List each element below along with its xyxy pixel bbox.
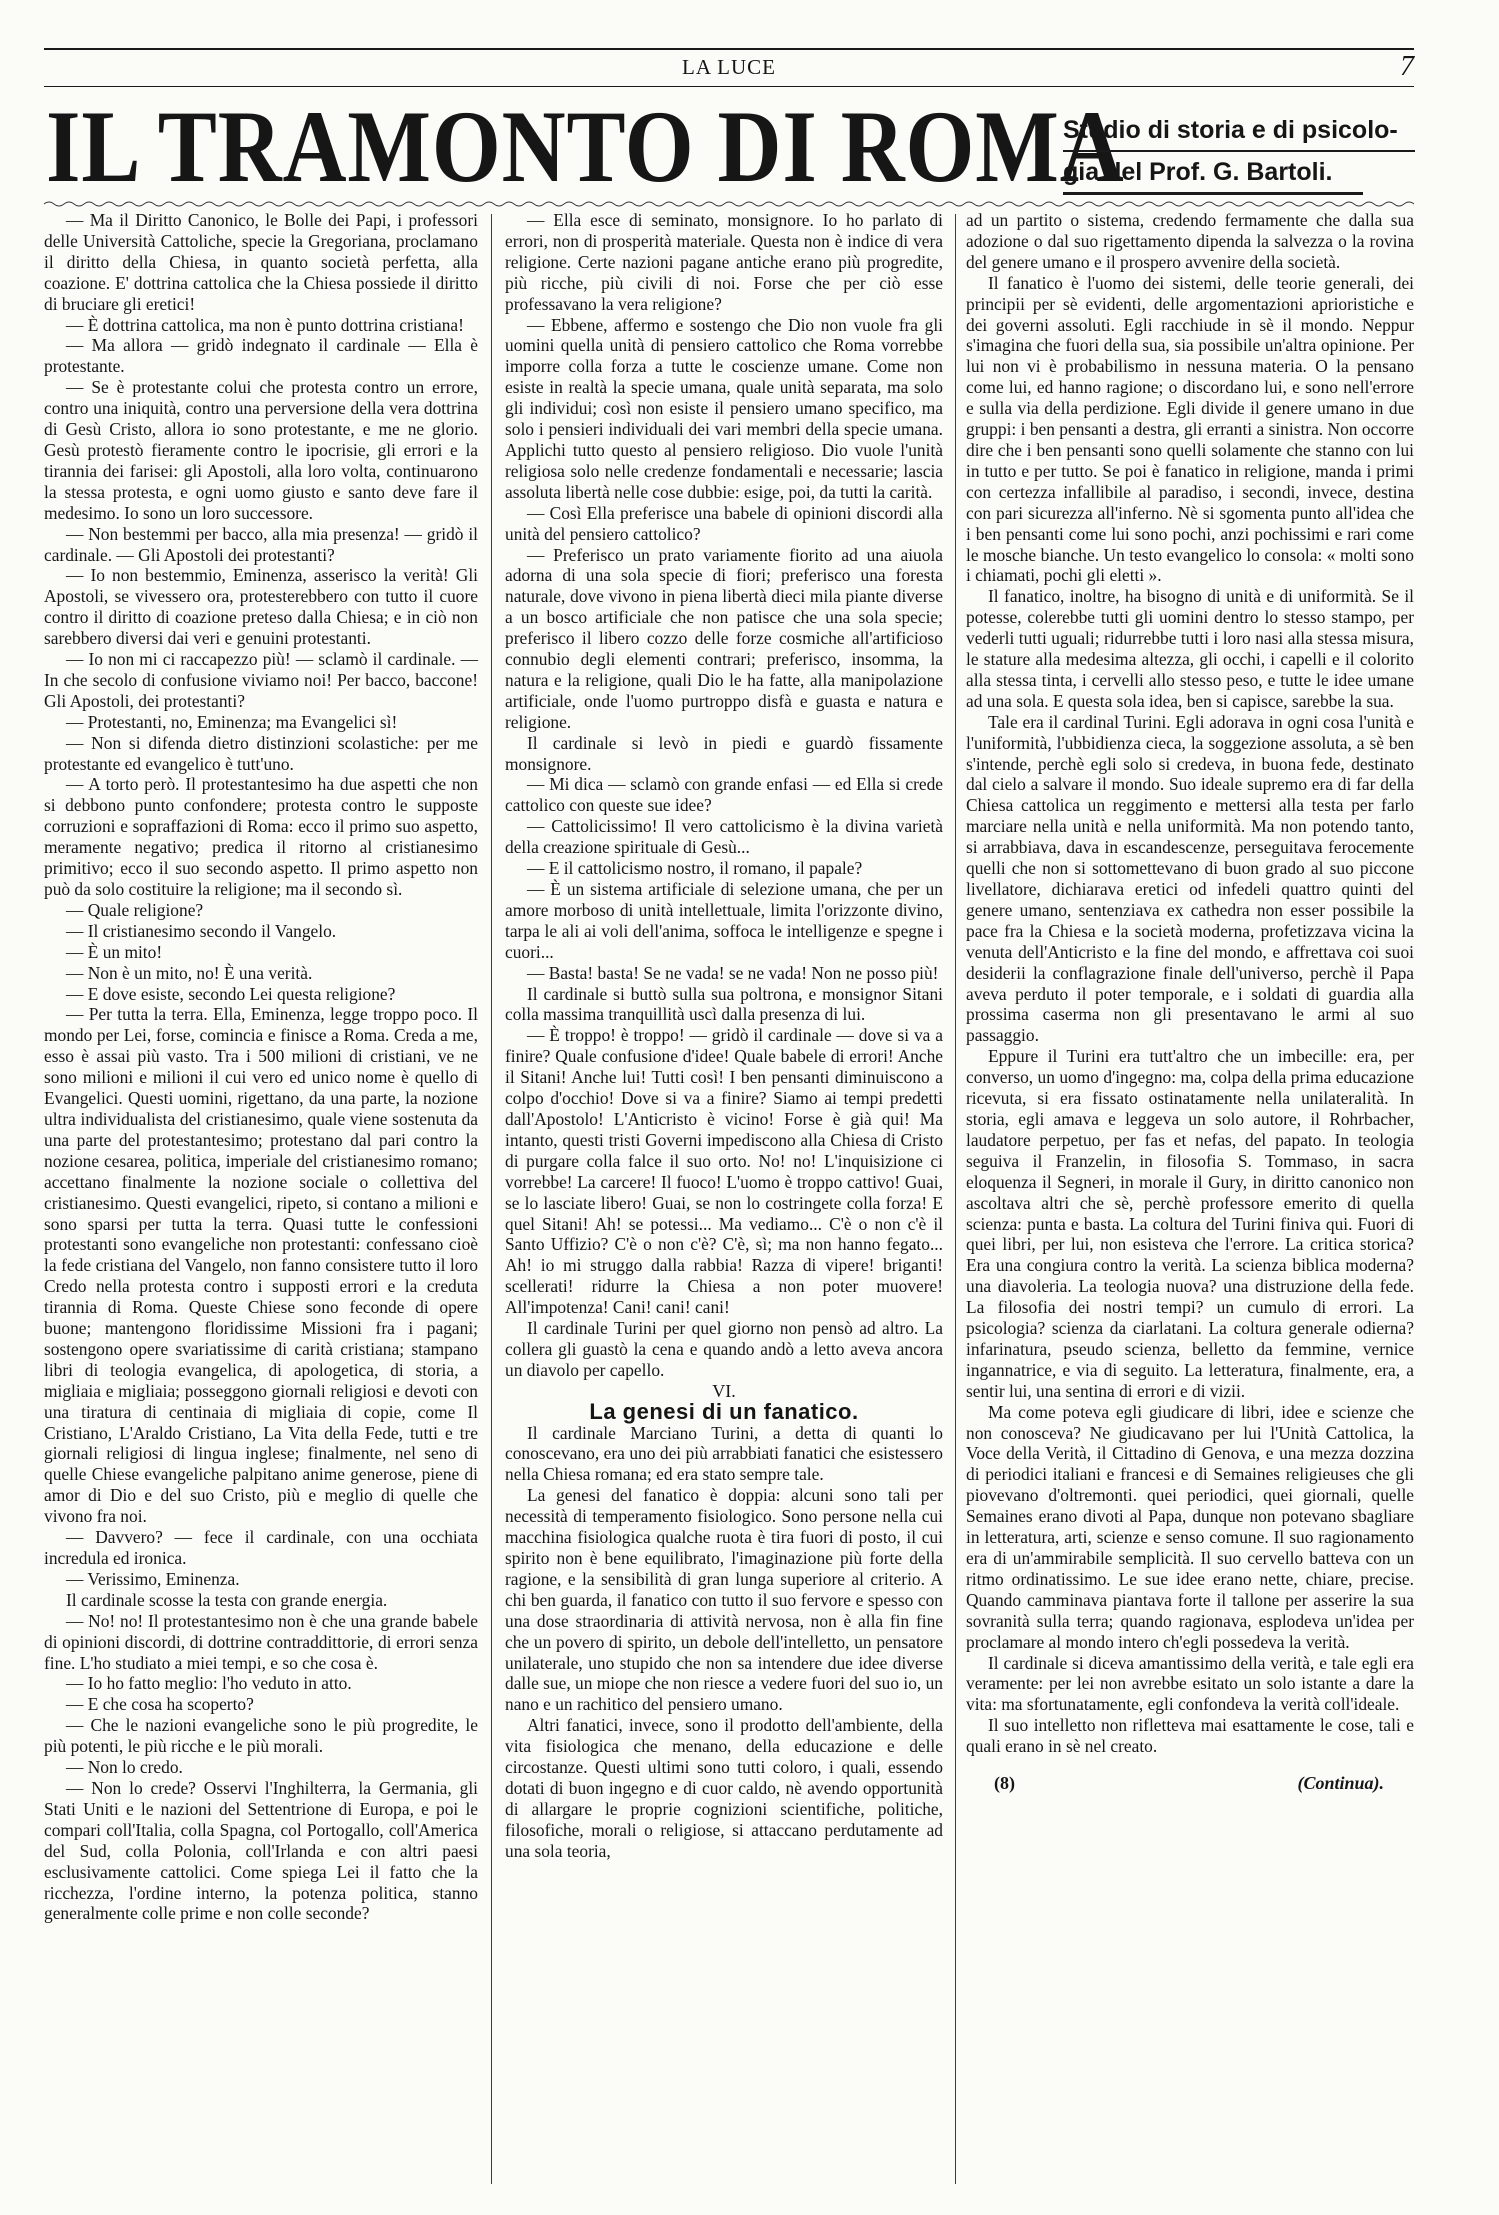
paragraph: — Basta! basta! Se ne vada! se ne vada! Non ne posso più! xyxy=(527,962,939,983)
paragraph: Eppure il Turini era tutt'altro che un imbecille: era, per converso, un uomo d'ingegno: ma, colpa della prima educazione ricevuta, si era fissato ostinatamente nella unilateralità. In storia, egli amava e leggeva un solo autore, il Rohrbacher, laudatore perpetuo, per fas et nefas, del papato. In teologia seguiva il Franzelin, in filosofia S. Tommaso, in sacra eloquenza il Segneri, in morale il Gury, in diritto canonico non ascoltava altri che sè, perchè professore emerito di quella scienza: punta e basta. La coltura del Turini finiva qui. Fuori di quei libri, per lui, non esisteva che l'errore. La critica storica? Era una congiura contro la verità. La scienza biblica moderna? una diavoleria. La teologia nuova? una distruzione della fede. La filosofia dei nostri tempi? un cumulo di errori. La psicologia? scienza da ciarlatani. La coltura generale odierna? infarinatura, pseudo scienza, belletto da femmine, vernice ingannatrice, e via di seguito. La letteratura, finalmente, era, a sentir lui, una sentina di errori e di vizii. xyxy=(966,1046,1414,1401)
running-head xyxy=(44,51,1414,82)
paragraph: Il fanatico, inoltre, ha bisogno di unità e di uniformità. Se il potesse, colerebbe tutti gli uomini dentro lo stesso stampo, per vederli tutti uguali; ridurrebbe tutti i loro nasi alla stessa misura, le stature alla medesima altezza, gli occhi, i capelli e il colorito alla stessa tinta, i cervelli allo stesso peso, e tutte le idee umane ad una sola. E questa sola idea, ben si capisce, sarebbe la sua. xyxy=(966,586,1414,711)
column-1 xyxy=(44,210,478,1924)
paragraph: — Verissimo, Eminenza. xyxy=(66,1568,240,1589)
paragraph: La genesi del fanatico è doppia: alcuni sono tali per necessità di temperamento fisiologico. Sono persone nella cui macchina fisiologica qualche ruota è tira fuori di posto, il cui spirito non è bene equilibrato, l'imaginazione più forte della ragione, e la sensibilità di gran lunga superiore al criterio. A chi ben guarda, il fanatico con tutto il suo fervore e spesso con una dose straordinaria di attività nervosa, non è alla fin fine che un povero di spirito, un debole dell'intelletto, un pensatore unilaterale, uno stupido che non sa intendere due idee diverse dalle sue, un miope che non riesce a vedere fuori del suo io, un nano e un rachitico del pensiero umano. xyxy=(505,1485,944,1715)
paragraph: — Non è un mito, no! È una verità. xyxy=(66,962,313,983)
paragraph: Il suo intelletto non rifletteva mai esattamente le cose, tali e quali erano in sè nel creato. xyxy=(966,1715,1414,1757)
paragraph: — Quale religione? xyxy=(66,899,204,920)
paragraph: — Io ho fatto meglio: l'ho veduto in atto. xyxy=(66,1673,352,1694)
paragraph: — Ma allora — gridò indegnato il cardinale — Ella è protestante. xyxy=(44,335,478,377)
subtitle-line-2: gia del Prof. G. Bartoli. xyxy=(1063,152,1363,195)
article-subtitle xyxy=(1063,110,1415,195)
column-rule-2 xyxy=(955,214,956,2184)
paragraph: — Ella esce di seminato, monsignore. Io ho parlato di errori, non di prosperità materiale. Questa non è indice di vera religione. Certe nazioni pagane antiche erano più progredite, più ricche, più civili di noi. Forse che per ciò esse professavano la vera religione? xyxy=(505,210,943,314)
paragraph: — Che le nazioni evangeliche sono le più progredite, le più potenti, le più ricche e le più morali. xyxy=(44,1715,478,1757)
paragraph: — No! no! Il protestantesimo non è che una grande babele di opinioni discordi, di dottrine contraddittorie, di errori senza fine. L'ho studiato a miei tempi, e so che cosa è. xyxy=(44,1610,478,1673)
subtitle-line-1: Studio di storia e di psicolo- xyxy=(1063,110,1415,152)
signoff-number: (8) xyxy=(994,1773,1015,1794)
paragraph: ad un partito o sistema, credendo fermamente che dalla sua adozione o dal suo rigettamento dipenda la salvezza o la rovina del genere umano e il prospero avvenire della società. xyxy=(966,210,1414,272)
paragraph: — Non bestemmi per bacco, alla mia presenza! — gridò il cardinale. — Gli Apostoli dei protestanti? xyxy=(44,523,478,565)
journal-name: LA LUCE xyxy=(682,55,776,79)
column-2 xyxy=(505,210,943,1862)
paragraph: — Se è protestante colui che protesta contro un errore, contro una iniquità, contro una perversione della vera dottrina di Gesù Cristo, allora io sono protestante, e me ne glorio. Gesù protestò fieramente contro le ipocrisie, gli errori e la tirannia dei farisei: gli Apostoli, alla loro volta, continuarono la stessa protesta, e ogni uomo giusto e santo deve fare il medesimo. Io sono un loro successore. xyxy=(44,377,478,523)
paragraph: — E il cattolicismo nostro, il romano, il papale? xyxy=(527,858,863,879)
paragraph: — Il cristianesimo secondo il Vangelo. xyxy=(66,920,337,941)
paragraph: Il cardinale Turini per quel giorno non pensò ad altro. La collera gli guastò la cena e quando andò a letto aveva ancora un diavolo per capello. xyxy=(505,1318,943,1380)
top-rule xyxy=(44,48,1414,50)
section-number: VI. xyxy=(712,1380,736,1401)
paragraph: Il cardinale si diceva amantissimo della verità, e tale egli era veramente: per lei non avrebbe esitato un solo istante a dare la vita: ma sfortunatamente, egli confondeva la verità coll'ideale. xyxy=(966,1652,1414,1715)
paragraph: — Per tutta la terra. Ella, Eminenza, legge troppo poco. Il mondo per Lei, forse, comincia e finisce a Roma. Creda a me, esso è assai più vasto. Tra i 500 milioni di cristiani, ve ne sono milioni e milioni il cui vero ed unico nome è quello di Evangelici. Questi uomini, rigettano, da una parte, la nozione ultra individualista del cristianesimo, quale viene sostenuta da una parte del protestantesimo; protestano dal pari contro la nozione cesarea, politica, imperiale del cristianesimo romano; accettano finalmente la nozione sociale o collettiva del cristianesimo. Questi evangelici, ripeto, si contano a milioni e sono sparsi per tutta la terra. Quasi tutte le confessioni protestanti sono evangeliche non protestanti: confessano cioè la fede cristiana del Vangelo, non fanno consistere tutto il loro Credo nella protesta contro i supposti errori e la creduta tirannia di Roma. Queste Chiese sono feconde di opere buone; mantengono floridissime Missioni fra i pagani; sostengono opere svariatissime di carità cristiana; stampano libri di teologia evangelica, di apologetica, di storia, a migliaia e migliaia; posseggono giornali religiosi e devoti con una tiratura di centinaia di migliaia di copie, come Il Cristiano, L'Araldo Cristiano, La Vita della Fede, tutti e tre giornali religiosi di lingua inglese; finalmente, nel seno di quelle Chiese evangeliche palpitano anime generose, piene di amor di Dio e del suo Cristo, più e meglio di quelle che vivono fra noi. xyxy=(44,1004,478,1527)
paragraph: — Io non bestemmio, Eminenza, asserisco la verità! Gli Apostoli, se vivessero ora, protesterebbero con tutto il cuore contro il diritto di coazione preteso dalla Chiesa; e in ciò non sarebbero diversi dai veri e genuini protestanti. xyxy=(44,565,478,649)
paragraph: Il cardinale si levò in piedi e guardò fissamente monsignore. xyxy=(505,732,943,774)
page-number: 7 xyxy=(1400,51,1414,82)
signoff xyxy=(966,1773,1414,1794)
head-rule xyxy=(44,86,1414,87)
paragraph: — È troppo! è troppo! — gridò il cardinale — dove si va a finire? Quale confusione d'idee! Quale babele di errori! Anche il Sitani! Anche lui! Tutti così! I ben pensanti diminuiscono a colpo d'occhio! Dove si va a finire? Siamo ai tempi predetti dall'Apostolo! L'Anticristo è vicino! Forse è già qui! Ma intanto, questi tristi Governi impediscono alla Chiesa di Cristo di purgare colla falce il suo orto. No! no! L'inquisizione ci vorrebbe! La carcere! Il fuoco! L'uomo è troppo cattivo! Guai, se lo lasciate libero! Guai, se non lo costringete colla forza! E quel Sitani! Ah! se potessi... Ma vediamo... C'è o non c'è il Santo Uffizio? C'è o non c'è? C'è, sì; ma non hanno fegato... Ah! io mi struggo dalla rabbia! Razza di vipere! briganti! scellerati! ridurre la Chiesa a non poter muovere! All'impotenza! Cani! cani! cani! xyxy=(505,1025,943,1318)
wavy-divider xyxy=(44,200,1414,208)
paragraph: — Non lo credo. xyxy=(66,1757,183,1778)
column-2-essay xyxy=(505,1423,943,1862)
paragraph: — E dove esiste, secondo Lei questa religione? xyxy=(66,983,396,1004)
paragraph: Altri fanatici, invece, sono il prodotto dell'ambiente, della vita fisiologica che menano, della educazione e delle circostanze. Questi ultimi sono tutti coloro, i quali, essendo dotati di buon ingegno e di cuor caldo, nè avendo opportunità di allargare le proprie cognizioni scientifiche, politiche, filosofiche, morali o religiose, si attaccano perdutamente ad una sola teoria, xyxy=(505,1715,943,1861)
paragraph: — E che cosa ha scoperto? xyxy=(66,1694,254,1715)
column-3 xyxy=(966,210,1414,1794)
signoff-continua: (Continua). xyxy=(1297,1773,1384,1794)
paragraph: — A torto però. Il protestantesimo ha due aspetti che non si debbono punto confondere; protesta contro le supposte corruzioni e sopraffazioni di Roma: ecco il primo suo aspetto, meramente negativo; predica il ritorno al cristianesimo primitivo; ecco il suo secondo aspetto. Il primo aspetto non può da solo costituire la religione; ma il secondo sì. xyxy=(44,774,478,899)
paragraph: Il cardinale scosse la testa con grande energia. xyxy=(66,1589,388,1610)
section-title: La genesi di un fanatico. xyxy=(589,1398,859,1424)
paragraph: Il fanatico è l'uomo dei sistemi, delle teorie generali, dei principii per sè evidenti, delle argomentazioni aprioristiche e dei governi assoluti. Egli racchiude in sè il mondo. Neppur s'imagina che fuori della sua, sia possibile un'altra opinione. Per lui non vi è probabilismo in nessuna materia. O la pensano come lui, ed hanno ragione; o discordano lui, e sono nell'errore e sulla via della perdizione. Egli divide il genere umano in due gruppi: i ben pensanti a destra, gli erranti a sinistra. Non occorre dire che i ben pensanti sono quelli solamente che stanno con lui in tutto e per tutto. Se poi è fanatico in religione, manda i primi con certezza infallibile al paradiso, i secondi, invece, destina con pari sicurezza all'inferno. Nè si sgomenta punto all'idea che i ben pensanti come lui sono pochi, anzi pochissimi e rari come le mosche bianche. Un testo evangelico lo consola: « molti sono i chiamati, pochi gli eletti ». xyxy=(966,272,1414,586)
paragraph: — Mi dica — sclamò con grande enfasi — ed Ella si crede cattolico con queste sue idee? xyxy=(505,774,943,816)
paragraph: — È dottrina cattolica, ma non è punto dottrina cristiana! xyxy=(66,314,464,335)
paragraph: — Ebbene, affermo e sostengo che Dio non vuole fra gli uomini quella unità di pensiero cattolico che Roma vorrebbe imporre colla forza a tutte le coscienze umane. Come non esiste in realtà la specie umana, quale unità separata, ma solo gli individui; così non esiste il pensiero umano specifico, ma solo i pensieri individuali dei vari membri della specie umana. Applichi tutto questo al pensiero religioso. Dio vuole l'unità religiosa solo nelle credenze fondamentali e necessarie; lascia assoluta libertà nelle cose dubbie: esige, poi, da tutti la carità. xyxy=(505,314,943,502)
paragraph: Ma come poteva egli giudicare di libri, idee e scienze che non conosceva? Ne giudicavano per lui l'Unità Cattolica, la Voce della Verità, il Cittadino di Genova, e una mezza dozzina di periodici italiani e francesi e di Semaines religieuses che gli piovevano d'oltremonti. quei periodici, quei giornali, quelle Semaines erano divoti al Papa, dunque non potevano sbagliare in letteratura, arti, scienze e senso comune. Il suo ragionamento era di un'ammirabile semplicità. Il suo cervello batteva con un ritmo ordinatissimo. Le sue idee erano nette, chiare, precise. Quando camminava piantava forte il tallone per asserire la sua sovranità sulla terra; quando ragionava, esplodeva un'idea per proclamare al mondo intero ch'egli possedeva la verità. xyxy=(966,1401,1414,1652)
paragraph: Tale era il cardinal Turini. Egli adorava in ogni cosa l'unità e l'uniformità, l'ubbidienza cieca, la soggezione assoluta, a sè ben s'intende, perchè egli solo si credeva, in buona fede, destinato dal cielo a salvare il mondo. Suo ideale supremo era di far della Chiesa cattolica un reggimento e mettersi alla testa per farlo marciare nella unità e nella uniformità. Ma non potendo tanto, si arrabbiava, dava in escandescenze, perseguitava ferocemente quelli che non si sottomettevano di buon grado al suo piccone livellatore, dichiarava eretici od infedeli quattro quinti del genere umano, sentenziava ex cathedra non esser possibile la pace fra la Chiesa e la società moderna, profetizzava vicina la venuta dell'Anticristo e la fine del mondo, e affrettava coi suoi desiderii la conflagrazione finale dell'universo, perchè il Papa aveva perduto il poter temporale, e i soldati di guardia alla prossima caserma non gli presentavano le armi al suo passaggio. xyxy=(966,711,1414,1046)
paragraph: — Protestanti, no, Eminenza; ma Evangelici sì! xyxy=(66,711,398,732)
paragraph: — Io non mi ci raccapezzo più! — sclamò il cardinale. — In che secolo di confusione viviamo noi! Per bacco, baccone! Gli Apostoli, dei protestanti? xyxy=(44,649,478,711)
paragraph: — Non lo crede? Osservi l'Inghilterra, la Germania, gli Stati Uniti e le nazioni del Settentrione di Europa, e poi le compari coll'Italia, colla Spagna, col Portogallo, coll'America del Sud, colla Polonia, coll'Irlanda e con altri paesi esclusivamente cattolici. Come spiega Lei il fatto che la ricchezza, l'ordine interno, la potenza politica, stanno generalmente colle prime e non colle seconde? xyxy=(44,1777,478,1924)
paragraph: — È un sistema artificiale di selezione umana, che per un amore morboso di unità intellettuale, limita l'orizzonte divino, tarpa le ali ai voli dell'anima, soffoca le intelligenze e spegne i cuori... xyxy=(505,879,943,962)
column-3-body xyxy=(966,210,1414,1757)
paragraph: Il cardinale Marciano Turini, a detta di quanti lo conoscevano, era uno dei più arrabbiati fanatici che esistessero nella Chiesa romana; ed era stato sempre tale. xyxy=(505,1422,943,1485)
paragraph: — Così Ella preferisce una babele di opinioni discordi alla unità del pensiero cattolico? xyxy=(505,502,943,544)
column-rule-1 xyxy=(491,214,492,2184)
paragraph: — Non si difenda dietro distinzioni scolastiche: per me protestante ed evangelico è tutt'uno. xyxy=(44,732,478,774)
column-2-dialogue xyxy=(505,210,943,1381)
paragraph: — Ma il Diritto Canonico, le Bolle dei Papi, i professori delle Università Cattoliche, specie la Gregoriana, proclamano il diritto della Chiesa, in quanto società perfetta, alla coazione. E' dottrina cattolica che la Chiesa possiede il diritto di bruciare gli eretici! xyxy=(44,210,478,314)
paragraph: Il cardinale si buttò sulla sua poltrona, e monsignor Sitani colla massima tranquillità uscì dalla presenza di lui. xyxy=(505,983,943,1025)
paragraph: — È un mito! xyxy=(66,941,163,962)
article-title: IL TRAMONTO DI ROMA xyxy=(46,90,1125,204)
paragraph: — Preferisco un prato variamente fiorito ad una aiuola adorna di una sola specie di fiori; preferisco una foresta naturale, dove vivono in piena libertà dieci mila piante diverse a un bosco artificiale che non patisce che una sola specie; preferisco il libero cozzo delle forze cosmiche all'artificioso connubio degli elementi contrari; preferisco, insomma, la natura e la religione, quali Dio le ha fatte, alla manipolazione artificiale, onde l'uomo purtroppo disfà e guasta e natura e religione. xyxy=(505,544,943,732)
paragraph: — Davvero? — fece il cardinale, con una occhiata incredula ed ironica. xyxy=(44,1527,478,1568)
paragraph: — Cattolicissimo! Il vero cattolicismo è la divina varietà della creazione spirituale di Gesù... xyxy=(505,816,943,858)
